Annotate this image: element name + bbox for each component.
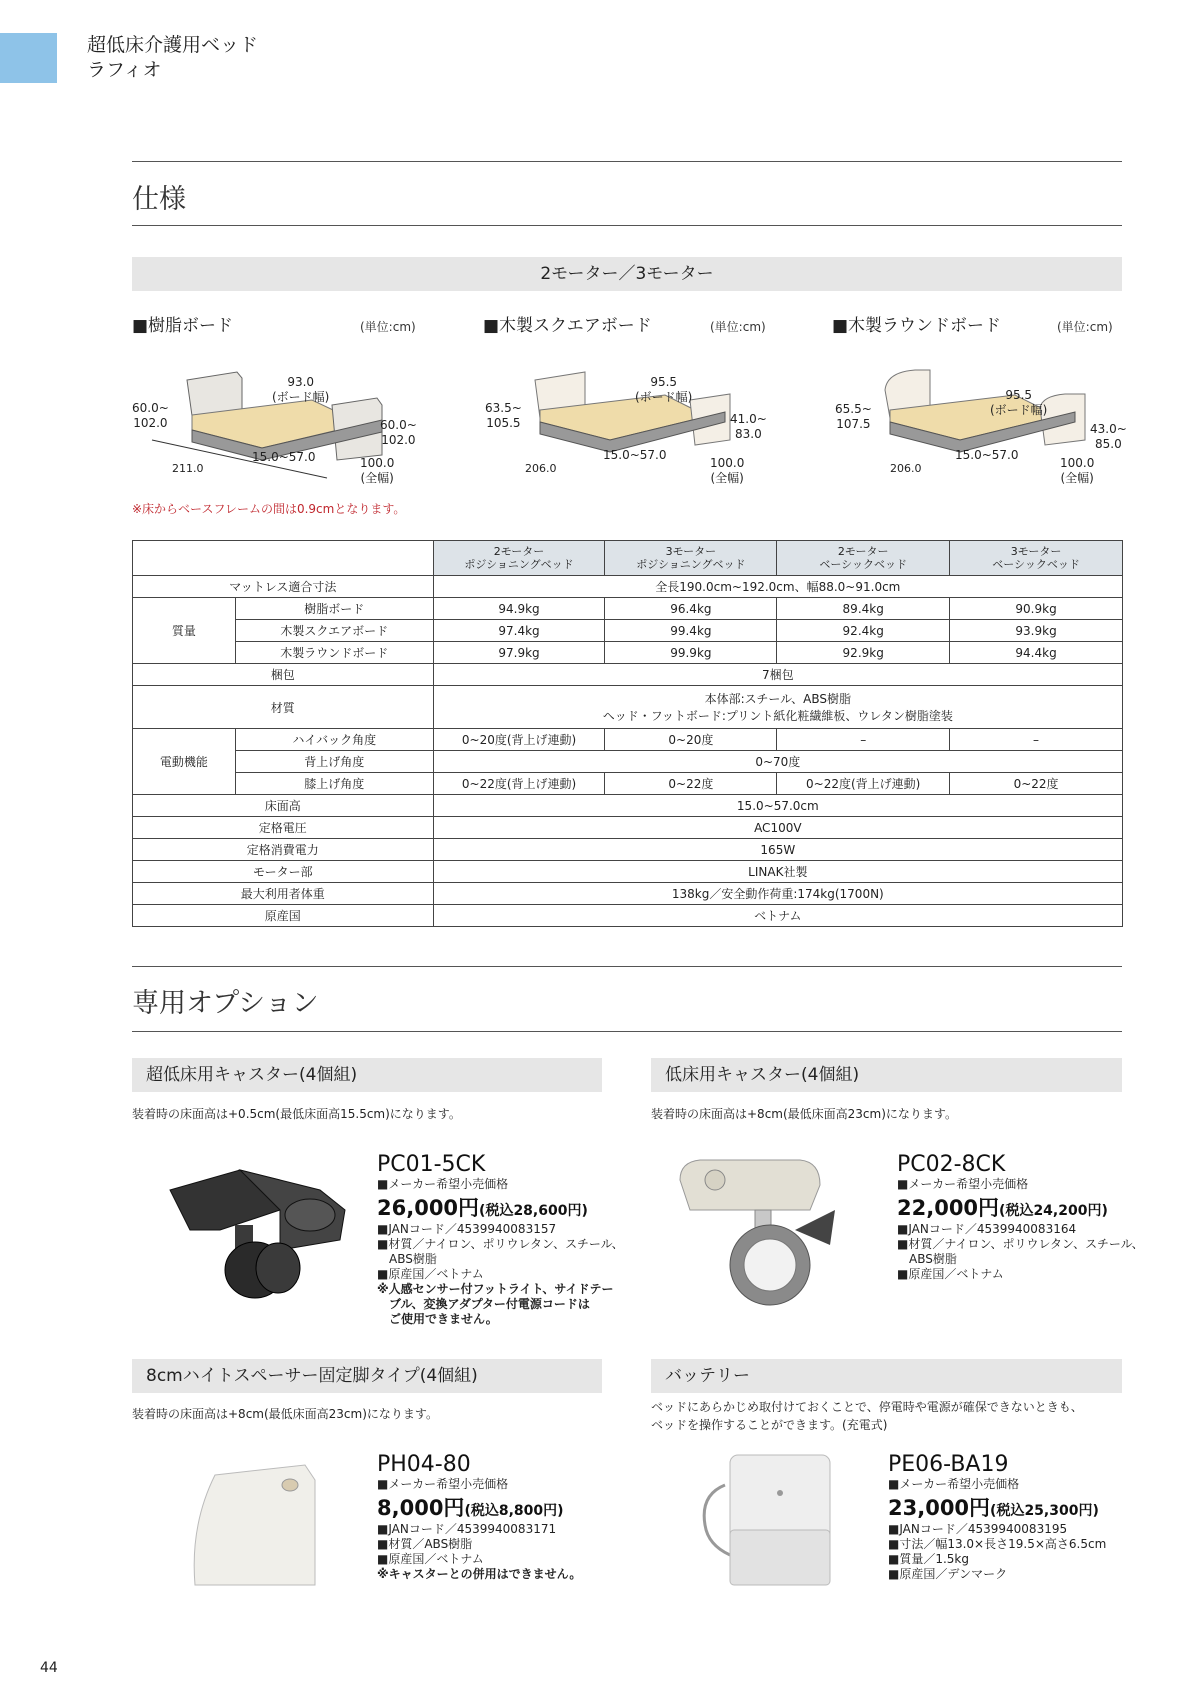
cell: 94.4kg — [950, 642, 1123, 664]
dim-total-width: 100.0 (全幅) — [1060, 456, 1095, 485]
price: 26,000円 — [377, 1196, 480, 1220]
dim-board-width: 95.5 (ボード幅) — [635, 375, 693, 404]
dim-floor: 15.0~57.0 — [955, 448, 1019, 462]
material-line2: ヘッド・フットボード:プリント紙化粧繊維板、ウレタン樹脂塗装 — [602, 709, 953, 723]
col-header: 2モーター ポジショニングベッド — [433, 541, 605, 576]
motor-band: 2モーター／3モーター — [132, 257, 1122, 291]
option-desc — [651, 1398, 1083, 1434]
row-label: 木製ラウンドボード — [235, 642, 433, 664]
row-label: 定格電圧 — [133, 817, 434, 839]
model-number: PH04-80 — [377, 1452, 471, 1477]
cell-material — [433, 686, 1122, 729]
cell: 7梱包 — [433, 664, 1122, 686]
option-desc: 装着時の床面高は+0.5cm(最低床面高15.5cm)になります。 — [132, 1107, 461, 1121]
option-band: バッテリー — [651, 1359, 1122, 1393]
cell: 92.9kg — [777, 642, 950, 664]
row-label: 背上げ角度 — [235, 751, 433, 773]
table-row — [133, 795, 1123, 817]
col-header: 3モーター ベーシックベッド — [950, 541, 1123, 576]
option-desc-line2: ベッドを操作することができます。(充電式) — [651, 1418, 888, 1432]
board-label-square: ■木製スクエアボード — [483, 316, 652, 336]
cell: – — [777, 729, 950, 751]
row-label: 材質 — [133, 686, 434, 729]
price-tax: (税込28,600円) — [479, 1203, 588, 1219]
cell: LINAK社製 — [433, 861, 1122, 883]
cell: 99.9kg — [605, 642, 777, 664]
unit-label: (単位:cm) — [1057, 320, 1113, 334]
cell: 138kg／安全動作荷重:174kg(1700N) — [433, 883, 1122, 905]
price-label: ■メーカー希望小売価格 — [897, 1177, 1029, 1191]
row-label: 樹脂ボード — [235, 598, 433, 620]
cell: 97.9kg — [433, 642, 605, 664]
detail-line: ■JANコード／4539940083171 — [377, 1522, 557, 1536]
price-tax: (税込24,200円) — [999, 1203, 1108, 1219]
svg-text:206.0: 206.0 — [890, 462, 922, 475]
battery-image — [690, 1445, 840, 1599]
option-desc: 装着時の床面高は+8cm(最低床面高23cm)になります。 — [132, 1407, 438, 1421]
unit-label: (単位:cm) — [360, 320, 416, 334]
table-row — [133, 751, 1123, 773]
cell: 90.9kg — [950, 598, 1123, 620]
bed-diagram-square — [485, 360, 785, 485]
row-label: 最大利用者体重 — [133, 883, 434, 905]
option-band: 8cmハイトスペーサー固定脚タイプ(4個組) — [132, 1359, 602, 1393]
dim-floor: 15.0~57.0 — [603, 448, 667, 462]
price-label: ■メーカー希望小売価格 — [377, 1177, 509, 1191]
warning-line: ※キャスターとの併用はできません。 — [377, 1567, 582, 1581]
cell: 0~22度 — [605, 773, 777, 795]
frame-note: ※床からベースフレームの間は0.9cmとなります。 — [132, 502, 406, 516]
board-label-round: ■木製ラウンドボード — [832, 316, 1002, 336]
caster-low-image — [160, 1150, 360, 1314]
table-row — [133, 839, 1123, 861]
price-label: ■メーカー希望小売価格 — [377, 1477, 509, 1491]
dim-height-right: 41.0~ 83.0 — [730, 412, 767, 441]
detail-line: ■原産国／ベトナム — [377, 1267, 484, 1281]
detail-line: ■材質／ABS樹脂 — [377, 1537, 473, 1551]
height-spacer-image — [185, 1455, 325, 1599]
warning-line: ブル、変換アダプター付電源コードは — [377, 1297, 590, 1311]
row-label: 床面高 — [133, 795, 434, 817]
divider — [132, 225, 1122, 226]
spec-title: 仕様 — [132, 184, 186, 215]
col-header: 2モーター ベーシックベッド — [777, 541, 950, 576]
detail-line: ■JANコード／4539940083195 — [888, 1522, 1068, 1536]
table-row — [133, 817, 1123, 839]
table-row — [133, 773, 1123, 795]
option-band: 超低床用キャスター(4個組) — [132, 1058, 602, 1092]
svg-text:206.0: 206.0 — [525, 462, 557, 475]
cell: 0~22度 — [950, 773, 1123, 795]
model-number: PC02-8CK — [897, 1152, 1006, 1177]
cell: – — [950, 729, 1123, 751]
bed-diagram-resin — [132, 360, 432, 485]
divider — [132, 966, 1122, 967]
detail-line: ■寸法／幅13.0×長さ19.5×高さ6.5cm — [888, 1537, 1107, 1551]
table-row — [133, 541, 1123, 576]
table-row — [133, 686, 1123, 729]
cell: 15.0~57.0cm — [433, 795, 1122, 817]
option-band: 低床用キャスター(4個組) — [651, 1058, 1122, 1092]
price: 8,000円 — [377, 1496, 465, 1520]
row-label: 膝上げ角度 — [235, 773, 433, 795]
table-row — [133, 664, 1123, 686]
cell: 0~20度 — [605, 729, 777, 751]
detail-line: ■材質／ナイロン、ポリウレタン、スチール、 — [897, 1237, 1144, 1251]
row-label: ハイバック角度 — [235, 729, 433, 751]
table-row — [133, 642, 1123, 664]
table-row — [133, 598, 1123, 620]
cell: AC100V — [433, 817, 1122, 839]
warning-line: ご使用できません。 — [377, 1312, 498, 1326]
price-tax: (税込8,800円) — [464, 1503, 564, 1519]
dim-board-width: 95.5 (ボード幅) — [990, 388, 1048, 417]
cell: 89.4kg — [777, 598, 950, 620]
caster-standard-image — [670, 1150, 870, 1314]
row-label: 原産国 — [133, 905, 434, 927]
option-desc-line1: ベッドにあらかじめ取付けておくことで、停電時や電源が確保できないときも、 — [651, 1400, 1083, 1414]
table-row — [133, 883, 1123, 905]
option-info-pc02 — [897, 1152, 1144, 1282]
section-tab-marker — [0, 33, 57, 83]
detail-line: ■原産国／デンマーク — [888, 1567, 1008, 1581]
dim-total-width: 100.0 (全幅) — [710, 456, 745, 485]
price-label: ■メーカー希望小売価格 — [888, 1477, 1020, 1491]
options-title: 専用オプション — [132, 988, 319, 1019]
row-group-label: 電動機能 — [133, 729, 236, 795]
row-label: 木製スクエアボード — [235, 620, 433, 642]
dim-total-width: 100.0 (全幅) — [360, 456, 395, 485]
cell: 93.9kg — [950, 620, 1123, 642]
detail-line: ABS樹脂 — [377, 1252, 437, 1266]
table-row — [133, 905, 1123, 927]
cell: 0~22度(背上げ連動) — [777, 773, 950, 795]
model-number: PC01-5CK — [377, 1152, 486, 1177]
header-title-line1: 超低床介護用ベッド — [87, 34, 259, 56]
cell: 99.4kg — [605, 620, 777, 642]
cell: 97.4kg — [433, 620, 605, 642]
row-label: 定格消費電力 — [133, 839, 434, 861]
cell: 0~70度 — [433, 751, 1122, 773]
dim-height-right: 60.0~ 102.0 — [380, 418, 417, 447]
divider — [132, 161, 1122, 162]
svg-text:211.0: 211.0 — [172, 462, 204, 475]
row-label: 梱包 — [133, 664, 434, 686]
table-row — [133, 861, 1123, 883]
divider — [132, 1031, 1122, 1032]
row-label: モーター部 — [133, 861, 434, 883]
cell: 165W — [433, 839, 1122, 861]
detail-line: ■原産国／ベトナム — [897, 1267, 1004, 1281]
detail-line: ■材質／ナイロン、ポリウレタン、スチール、 — [377, 1237, 624, 1251]
page-number: 44 — [40, 1660, 58, 1676]
price: 22,000円 — [897, 1196, 1000, 1220]
board-label-resin: ■樹脂ボード — [132, 316, 234, 336]
option-info-pe06 — [888, 1452, 1106, 1582]
spec-table — [132, 540, 1123, 927]
row-label: マットレス適合寸法 — [133, 576, 434, 598]
col-header: 3モーター ポジショニングベッド — [605, 541, 777, 576]
table-row — [133, 576, 1123, 598]
detail-line: ■原産国／ベトナム — [377, 1552, 484, 1566]
bed-diagram-round — [835, 360, 1135, 485]
dim-board-width: 93.0 (ボード幅) — [272, 375, 330, 404]
dim-height-right: 43.0~ 85.0 — [1090, 422, 1127, 451]
cell: 94.9kg — [433, 598, 605, 620]
detail-line: ABS樹脂 — [897, 1252, 957, 1266]
price: 23,000円 — [888, 1496, 991, 1520]
dim-height-left: 60.0~ 102.0 — [132, 401, 169, 430]
cell: 92.4kg — [777, 620, 950, 642]
header-title — [87, 33, 258, 83]
dim-height-left: 63.5~ 105.5 — [485, 401, 522, 430]
cell: 0~20度(背上げ連動) — [433, 729, 605, 751]
cell: 96.4kg — [605, 598, 777, 620]
table-row — [133, 729, 1123, 751]
model-number: PE06-BA19 — [888, 1452, 1009, 1477]
option-desc: 装着時の床面高は+8cm(最低床面高23cm)になります。 — [651, 1107, 957, 1121]
detail-line: ■質量／1.5kg — [888, 1552, 969, 1566]
material-line1: 本体部:スチール、ABS樹脂 — [704, 692, 852, 706]
row-group-label: 質量 — [133, 598, 236, 664]
detail-line: ■JANコード／4539940083157 — [377, 1222, 557, 1236]
dim-height-left: 65.5~ 107.5 — [835, 402, 872, 431]
header-title-line2: ラフィオ — [87, 59, 162, 81]
option-info-pc01 — [377, 1152, 624, 1327]
option-info-ph04 — [377, 1452, 581, 1582]
table-row — [133, 620, 1123, 642]
cell: 全長190.0cm~192.0cm、幅88.0~91.0cm — [433, 576, 1122, 598]
detail-line: ■JANコード／4539940083164 — [897, 1222, 1077, 1236]
warning-line: ※人感センサー付フットライト、サイドテー — [377, 1282, 614, 1296]
cell: ベトナム — [433, 905, 1122, 927]
price-tax: (税込25,300円) — [990, 1503, 1099, 1519]
dim-floor: 15.0~57.0 — [252, 450, 316, 464]
cell: 0~22度(背上げ連動) — [433, 773, 605, 795]
unit-label: (単位:cm) — [710, 320, 766, 334]
